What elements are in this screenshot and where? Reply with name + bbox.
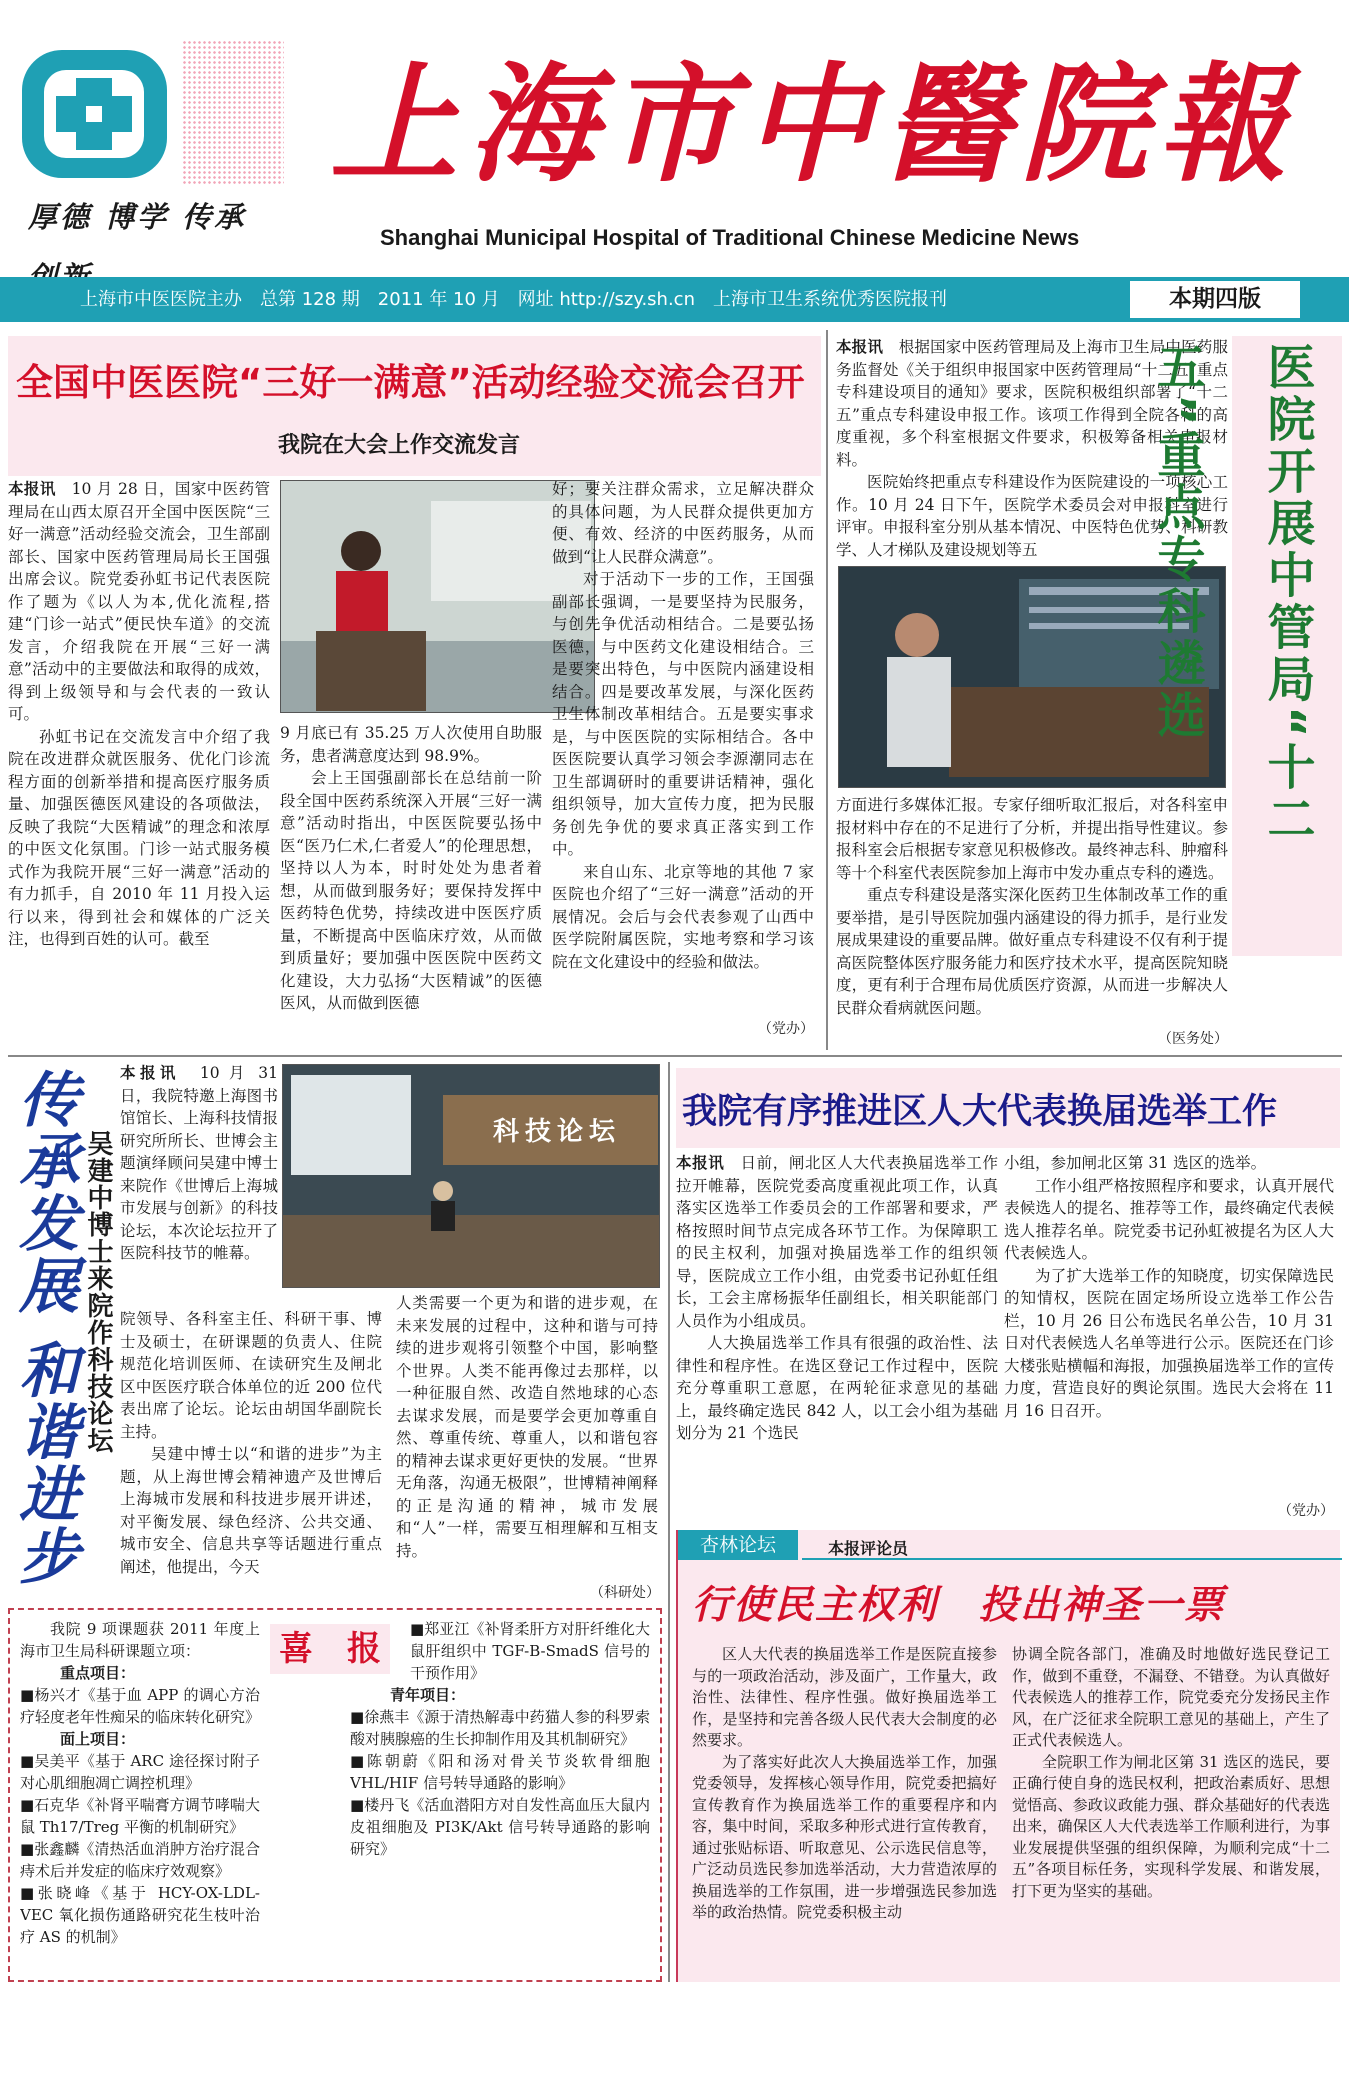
paragraph: 9 月底已有 35.25 万人次使用自助服务，患者满意度达到 98.9%。 — [280, 724, 542, 765]
article2-bottom — [836, 794, 1228, 1050]
paragraph: 工作小组严格按照程序和要求，认真开展代表候选人的提名、推荐等工作，最终确定代表候选人推荐名单。院党委书记孙虹被提名为区人大代表候选人。 — [1004, 1176, 1334, 1262]
paragraph: 孙虹书记在交流发言中介绍了我院在改进群众就医服务、优化门诊流程方面的创新举措和提高医疗服务质量、加强医德医风建设的各项做法，反映了我院“大医精诚”的理念和浓厚的中医文化氛围。门诊一站式服务模式作为我院开展“三好一满意”活动的有力抓手，自 2010 年 11 月投入运行以来，得到社会和媒体的广泛关注，也得到百姓的认可。截至 — [8, 727, 270, 948]
forum-tag: 杏林论坛 — [678, 1530, 798, 1560]
article1-header-box — [8, 336, 821, 476]
forum-stage-photo-icon — [283, 1065, 660, 1288]
article1-col3 — [552, 478, 814, 1038]
key-project-item: ■杨兴才《基于血 APP 的调心方治疗轻度老年性痴呆的临床转化研究》 — [20, 1686, 260, 1726]
article3-sub-headline: 吴建中博士来院作科技论坛 — [83, 1130, 113, 1454]
paragraph: 全院职工作为闸北区第 31 选区的选民，要正确行使自身的选民权利，把政治素质好、思想觉悟高、参政议政能力强、群众基础好的代表选出来，确保区人大代表选举工作顺利进行，为事业发展提供坚强的组织保障，为顺利完成“十二五”各项目标任务，实现科学发展、和谐发展，打下更为坚实的基础。 — [1012, 1752, 1330, 1900]
good-news-heading: 喜 报 — [270, 1624, 390, 1674]
good-news-col1 — [20, 1618, 260, 1978]
article4-col2 — [1004, 1152, 1334, 1520]
paragraph: 小组，参加闸北区第 31 选区的选举。 — [1004, 1154, 1267, 1172]
motto: 厚德 博学 传承 — [28, 200, 247, 234]
speaker-photo-icon — [281, 481, 595, 713]
section-divider — [8, 1055, 1342, 1057]
article4-headline: 我院有序推进区人大代表换届选举工作 — [682, 1092, 1278, 1132]
paragraph: 医院始终把重点专科建设作为医院建设的一项核心工作。10 月 24 日下午，医院学术委员会对申报科室进行评审。申报科室分别从基本情况、中医特色优势、科研教学、人才梯队及建设规划等五 — [836, 473, 1228, 559]
cross-logo-icon — [22, 40, 182, 185]
paragraph: 好；要关注群众需求，立足解决群众的具体问题，为人民群众提供更加方便、有效、经济的中医药服务，从而做到“让人民群众满意”。 — [552, 480, 814, 566]
good-news-intro: 我院 9 项课题获 2011 年度上海市卫生局科研课题立项： — [20, 1620, 260, 1660]
youth-project-item: ■徐燕丰《源于清热解毒中药猫人参的科罗索酸对胰腺癌的生长抑制作用及其机制研究》 — [350, 1708, 650, 1748]
paragraph: 会上王国强副部长在总结前一阶段全国中医药系统深入开展“三好一满意”活动时指出，中医医院要弘扬中医“医乃仁术,仁者爱人”的伦理思想，坚持以人为本，时时处处为患者着想，从而做到服务好；要保持发挥中医药特色优势，持续改进中医医疗质量，不断提高中医临床疗效，从而做到质量好；要加强中医医院中医药文化建设，大力弘扬“大医精诚”的医德医风，从而做到医德 — [280, 769, 542, 1012]
newspaper-title: 上海市中醫院報 — [330, 50, 1297, 200]
key-projects-label: 重点项目： — [60, 1664, 136, 1682]
general-project-item: ■吴美平《基于 ARC 途径探讨附子对心肌细胞凋亡调控机理》 — [20, 1752, 260, 1792]
general-project-item: ■石克华《补肾平喘膏方调节哮喘大鼠 Th17/Treg 平衡的机制研究》 — [20, 1796, 260, 1836]
paragraph: 对于活动下一步的工作，王国强副部长强调，一是要坚持为民服务，与创先争优活动相结合。二是要弘扬医德，与中医药文化建设相结合。三是要突出特色，与中医院内涵建设相结合。四是要改革发展，与深化医药卫生体制改革相结合。五是要实事求是，与中医医院的实际相结合。各中医医院要认真学习领会李源潮同志在卫生部调研时的重要讲话精神，强化组织领导，加大宣传力度，把为民服务创先争优的要求真正落实到工作中。 — [552, 570, 814, 858]
article2-byline: （医务处） — [1158, 1031, 1228, 1047]
paragraph: 协调全院各部门，准确及时地做好选民登记工作，做到不重登，不漏登、不错登。为认真做好代表候选人的推荐工作，院党委充分发扬民主作风，在广泛征求全院职工意见的基础上，产生了正式代表候选人。 — [1012, 1645, 1330, 1749]
paragraph: 区人大代表的换届选举工作是医院直接参与的一项政治活动，涉及面广，工作量大，政治性、法律性、程序性强。做好换届选举工作，是坚持和完善各级人民代表大会制度的必然要求。 — [692, 1645, 997, 1749]
article1-col1 — [8, 478, 270, 1038]
forum-col2 — [1012, 1644, 1330, 1974]
article4-header-box — [676, 1068, 1340, 1148]
paragraph: 院领导、各科室主任、科研干事、博士及硕士，在研课题的负责人、住院规范化培训医师、在读研究生及闸北区中医医疗联合体单位的近 200 位代表出席了论坛。论坛由胡国华副院长主持。 — [120, 1310, 382, 1441]
article3-photo — [282, 1064, 660, 1288]
paragraph: 本报讯 根据国家中医药管理局及上海市卫生局中医药服务监督处《关于组织申报国家中医药管理局“十二五”重点专科建设项目的通知》要求，医院积极组织部署了“十二五”重点专科建设申报工作。该项工作得到全院各科的高度重视，多个科室根据文件要求，积极筹备相关申报材料。 — [836, 338, 1228, 469]
article4-col1 — [676, 1152, 998, 1520]
issue-info: 上海市中医医院主办 总第 128 期 2011 年 10 月 网址 http://szy.sh.cn 上海市卫生系统优秀医院报刊 — [80, 289, 947, 310]
article3-main-headline: 传承发展 和谐进步 — [9, 1068, 79, 1587]
forum-col1 — [692, 1644, 997, 1974]
article1-subhead: 我院在大会上作交流发言 — [278, 432, 521, 458]
paragraph: 吴建中博士以“和谐的进步”为主题，从上海世博会精神遗产及世博后上海城市发展和科技进步展开讲述，对平衡发展、绿色经济、公共交通、城市安全、信息共享等话题进行重点阐述，他提出，今天 — [120, 1445, 382, 1576]
article1-headline: 全国中医医院“三好一满意”活动经验交流会召开 — [16, 361, 805, 404]
paragraph: 来自山东、北京等地的其他 7 家医院也介绍了“三好一满意”活动的开展情况。会后与会代表参观了山西中医学院附属医院，实地考察和学习该院在文化建设中的经验和做法。 — [552, 862, 814, 971]
youth-projects-label: 青年项目： — [390, 1686, 466, 1704]
hospital-logo — [22, 40, 284, 185]
paragraph: 重点专科建设是落实深化医药卫生体制改革工作的重要举措，是引导医院加强内涵建设的得力抓手，是行业发展成果建设的重要品牌。做好重点专科建设不仅有利于提高医院整体医疗服务能力和医疗技术水平，提高医院知晓度，更有利于合理布局优质医疗资源，从而进一步解决人民群众看病就医问题。 — [836, 886, 1228, 1017]
paragraph: 人大换届选举工作具有很强的政治性、法律性和程序性。在选区登记工作过程中，医院充分尊重职工意愿，在两轮征求意见的基础上，最终确定选民 842 人，以工会小组为基础划分为 21 个选民 — [676, 1334, 998, 1442]
article3-col1 — [120, 1308, 382, 1598]
article3-byline: （科研处） — [590, 1585, 660, 1601]
paragraph: 人类需要一个更为和谐的进步观，在未来发展的过程中，这种和谐与可持续的进步观将引领整个中国，影响整个世界。人类不能再像过去那样，以一种征服自然、改造自然地球的心态去谋求发展，而是要学会更加尊重自然、尊重传统、尊重人，以和谐包容的精神去谋求更好更快的发展。“世界无角落，沟通无极限”，世博精神阐释的正是沟通的精神，城市发展和“人”一样，需要互相理解和互相支持。 — [396, 1294, 658, 1560]
general-project-item: ■张鑫麟《清热活血消肿方治疗混合痔术后并发症的临床疗效观察》 — [20, 1840, 260, 1880]
english-title: Shanghai Municipal Hospital of Traditional Chinese Medicine News — [380, 225, 1080, 250]
paragraph: 方面进行多媒体汇报。专家仔细听取汇报后，对各科室申报材料中存在的不足进行了分析，并提出指导性建议。参报科室会后根据专家意见积极修改。最终神志科、肿瘤科等十个科室代表医院参加上海市中发办重点专科的遴选。 — [836, 796, 1228, 882]
paragraph: 为了落实好此次人大换届选举工作，加强党委领导，发挥核心领导作用，院党委把搞好宣传教育作为换届选举工作的重要程序和内容，集中时间，采取多种形式进行宣传教育，通过张贴标语、听取意见、公示选民信息等，广泛动员选民参加选举活动，大力营造浓厚的换届选举的工作氛围，进一步增强选民参加选举的政治热情。院党委积极主动 — [692, 1752, 997, 1921]
article3-lead — [120, 1062, 278, 1310]
forum-box — [676, 1530, 1340, 1982]
column-divider — [668, 1062, 670, 1982]
forum-author: 本报评论员 — [828, 1539, 909, 1558]
paragraph: 为了扩大选举工作的知晓度，切实保障选民的知情权，医院在固定场所设立选举工作公告栏，10 月 26 日公布选民名单公告，10 月 31 日对代表候选人名单等进行公示。医院还在门诊大楼张贴横幅和海报，加强换届选举工作的宣传力度，营造良好的舆论氛围。选民大会将在 11 月 16 日召开。 — [1004, 1266, 1334, 1420]
good-news-col2 — [350, 1618, 650, 1978]
general-project-item: ■张晓峰《基于 HCY-OX-LDL-VEC 氧化损伤通路研究花生枝叶治疗 AS 的机制》 — [20, 1884, 260, 1946]
photo-banner-text: 科技论坛 — [493, 1117, 622, 1147]
paragraph: 本报讯 日前，闸北区人大代表换届选举工作拉开帷幕，医院党委高度重视此项工作，认真落实区选举工作委员会的工作部署和要求，严格按照时间节点完成各环节工作。为保障职工的民主权利，加强对换届选举工作的组织领导，医院成立工作小组，由党委书记孙虹任组长，工会主席杨振华任副组长，相关职能部门人员作为小组成员。 — [676, 1154, 998, 1330]
youth-project-item: ■楼丹飞《活血潜阳方对自发性高血压大鼠内皮祖细胞及 PI3K/Akt 信号转导通路的影响研究》 — [350, 1796, 650, 1858]
article1-byline: （党办） — [758, 1021, 814, 1037]
general-project-item: ■郑亚江《补肾柔肝方对肝纤维化大鼠肝组织中 TGF-B-SmadS 信号的干预作用》 — [410, 1620, 650, 1682]
article1-col2 — [280, 722, 542, 1038]
logo-dot-pattern — [182, 40, 284, 185]
page-count-badge: 本期四版 — [1130, 281, 1300, 318]
general-projects-label: 面上项目： — [60, 1730, 136, 1748]
article1-photo — [280, 480, 595, 713]
column-divider — [826, 330, 828, 1050]
issue-info-bar — [0, 277, 1349, 322]
good-news-box — [8, 1608, 662, 1982]
paragraph: 本报讯 10 月 28 日，国家中医药管理局在山西太原召开全国中医医院“三好一满意”活动经验交流会，卫生部副部长、国家中医药管理局局长王国强出席会议。院党委孙虹书记代表医院作了题为《以人为本,优化流程,搭建“门诊一站式”便民快车道》的交流发言，介绍我院在开展“三好一满意”活动中的主要做法和取得的成效，得到上级领导和与会代表的一致认可。 — [8, 480, 270, 723]
article3-col2 — [396, 1292, 658, 1582]
article2-vertical-headline: 医院开展中管局“十二五”重点专科遴选 — [1232, 336, 1342, 956]
article4-byline: （党办） — [1278, 1503, 1334, 1519]
youth-project-item: ■陈朝蔚《阳和汤对骨关节炎软骨细胞 VHL/HIF 信号转导通路的影响》 — [350, 1752, 650, 1792]
paragraph: 本报讯 10 月 31 日，我院特邀上海图书馆馆长、上海科技情报研究所所长、世博会主题演绎顾问吴建中博士来院作《世博后上海城市发展与创新》的科技论坛，本次论坛拉开了医院科技节的帷幕。 — [120, 1064, 278, 1262]
forum-headline: 行使民主权利 投出神圣一票 — [692, 1582, 1226, 1628]
